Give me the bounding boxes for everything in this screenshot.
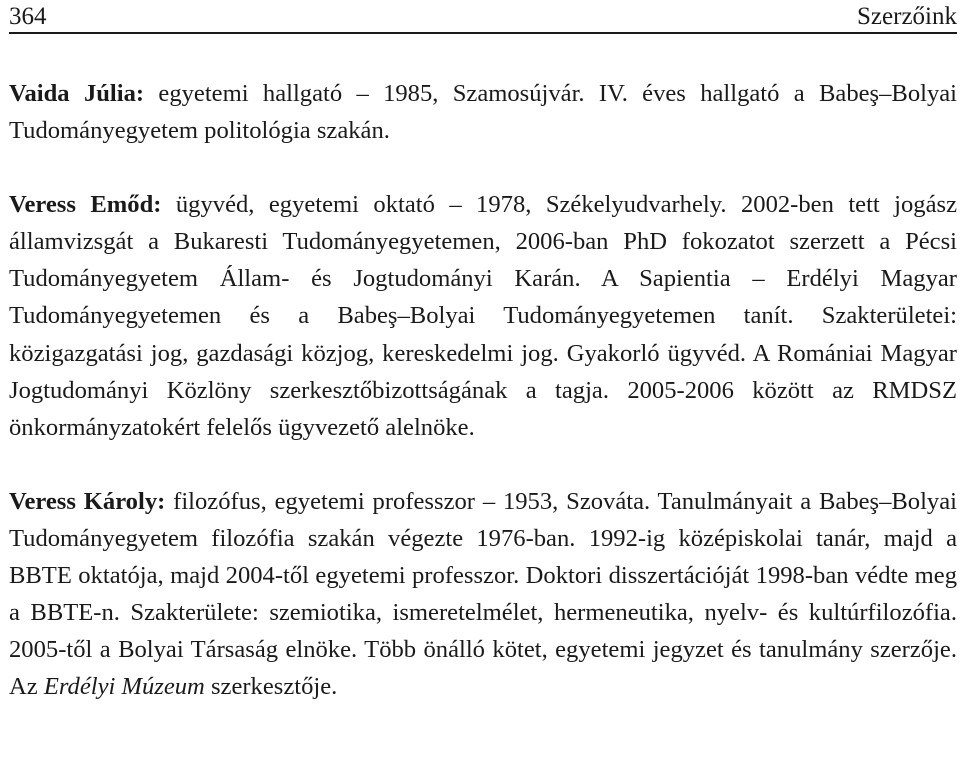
- author-bio-tail: szerkesztője.: [210, 673, 338, 701]
- author-bio: egyetemi hallgató – 1985, Szamosújvár. IV. éves hallgató a Babeş–Bolyai Tudományegyetem politológia szakán.: [9, 80, 957, 145]
- author-entry: [9, 483, 957, 706]
- author-entry: [9, 186, 957, 446]
- author-name: Veress Emőd:: [9, 191, 162, 219]
- author-bio: ügyvéd, egyetemi oktató – 1978, Székelyudvarhely. 2002-ben tett jogász államvizsgát a Bukaresti Tudományegyetemen, 2006-ban PhD fokozatot szerzett a Pécsi Tudományegyetem Állam- és Jogtudományi Karán. A Sapientia – Erdélyi Magyar Tudományegyetemen és a Babeş–Bolyai Tudományegyetemen tanít. Szakterületei: közigazgatási jog, gazdasági közjog, kereskedelmi jog. Gyakorló ügyvéd. A Romániai Magyar Jogtudományi Közlöny szerkesztőbizottságának a tagja. 2005-2006 között az RMDSZ önkormányzatokért felelős ügyvezető alelnöke.: [9, 191, 957, 441]
- section-title: Szerzőink: [857, 3, 957, 30]
- page-number: 364: [9, 3, 47, 30]
- journal-title: Erdélyi Múzeum: [43, 673, 205, 701]
- author-entry: [9, 75, 957, 149]
- page-header: [9, 0, 957, 34]
- author-entries: [9, 75, 957, 705]
- author-bio: filozófus, egyetemi professzor – 1953, Szováta. Tanulmányait a Babeş–Bolyai Tudományegyetem filozófia szakán végezte 1976-ban. 1992-ig középiskolai tanár, majd a BBTE oktatója, majd 2004-től egyetemi professzor. Doktori disszertációját 1998-ban védte meg a BBTE-n. Szakterülete: szemiotika, ismeretelmélet, hermeneutika, nyelv- és kultúrfilozófia. 2005-től a Bolyai Társaság elnöke. Több önálló kötet, egyetemi jegyzet és tanulmány szerzője. Az: [9, 487, 957, 701]
- author-name: Veress Károly:: [9, 487, 166, 515]
- author-name: Vaida Júlia:: [9, 80, 145, 107]
- document-page: [9, 0, 957, 705]
